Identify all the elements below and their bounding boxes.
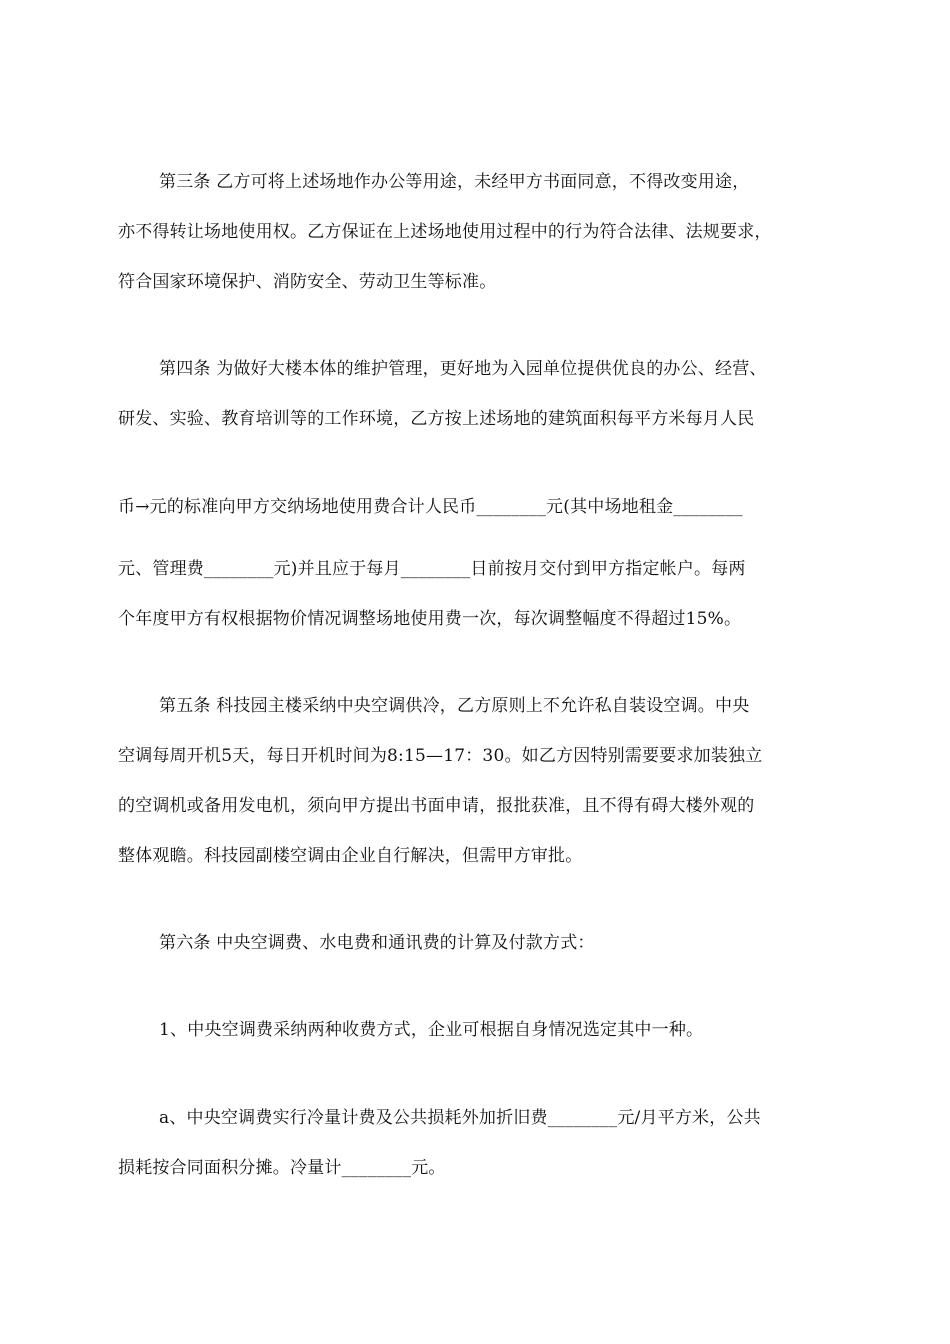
article-6-item-a-line-2: 损耗按合同面积分摊。冷量计________元。 — [118, 1158, 446, 1178]
article-3-line-2: 亦不得转让场地使用权。乙方保证在上述场地使用过程中的行为符合法律、法规要求， — [118, 222, 772, 242]
article-3-line-3: 符合国家环境保护、消防安全、劳动卫生等标准。 — [118, 272, 497, 292]
article-4-line-1: 第四条 为做好大楼本体的维护管理，更好地为入园单位提供优良的办公、经营、 — [159, 359, 767, 379]
article-5-line-4: 整体观瞻。科技园副楼空调由企业自行解决，但需甲方审批。 — [118, 846, 583, 866]
article-3-line-1: 第三条 乙方可将上述场地作办公等用途，未经甲方书面同意，不得改变用途， — [159, 172, 750, 192]
article-5-line-3: 的空调机或备用发电机，须向甲方提出书面申请，报批获准，且不得有碍大楼外观的 — [118, 796, 755, 816]
article-4-line-5: 个年度甲方有权根据物价情况调整场地使用费一次，每次调整幅度不得超过15%。 — [118, 609, 742, 629]
article-6-item-1: 1、中央空调费采纳两种收费方式，企业可根据自身情况选定其中一种。 — [159, 1020, 704, 1040]
article-6-heading: 第六条 中央空调费、水电费和通讯费的计算及付款方式： — [159, 933, 595, 953]
article-6-item-a-line-1: a、中央空调费实行冷量计费及公共损耗外加折旧费________元/月平方米，公共 — [159, 1108, 761, 1128]
article-4-line-4: 元、管理费________元)并且应于每月________日前按月交付到甲方指定帐户。每两 — [118, 559, 746, 579]
article-4-line-2: 研发、实验、教育培训等的工作环境，乙方按上述场地的建筑面积每平方米每月人民 — [118, 409, 755, 429]
article-4-line-3: 币→元的标准向甲方交纳场地使用费合计人民币________元(其中场地租金________ — [118, 497, 743, 517]
article-5-line-2: 空调每周开机5天，每日开机时间为8:15—17：30。如乙方因特别需要要求加装独立 — [118, 746, 763, 766]
article-5-line-1: 第五条 科技园主楼采纳中央空调供冷，乙方原则上不允许私自装设空调。中央 — [159, 696, 750, 716]
